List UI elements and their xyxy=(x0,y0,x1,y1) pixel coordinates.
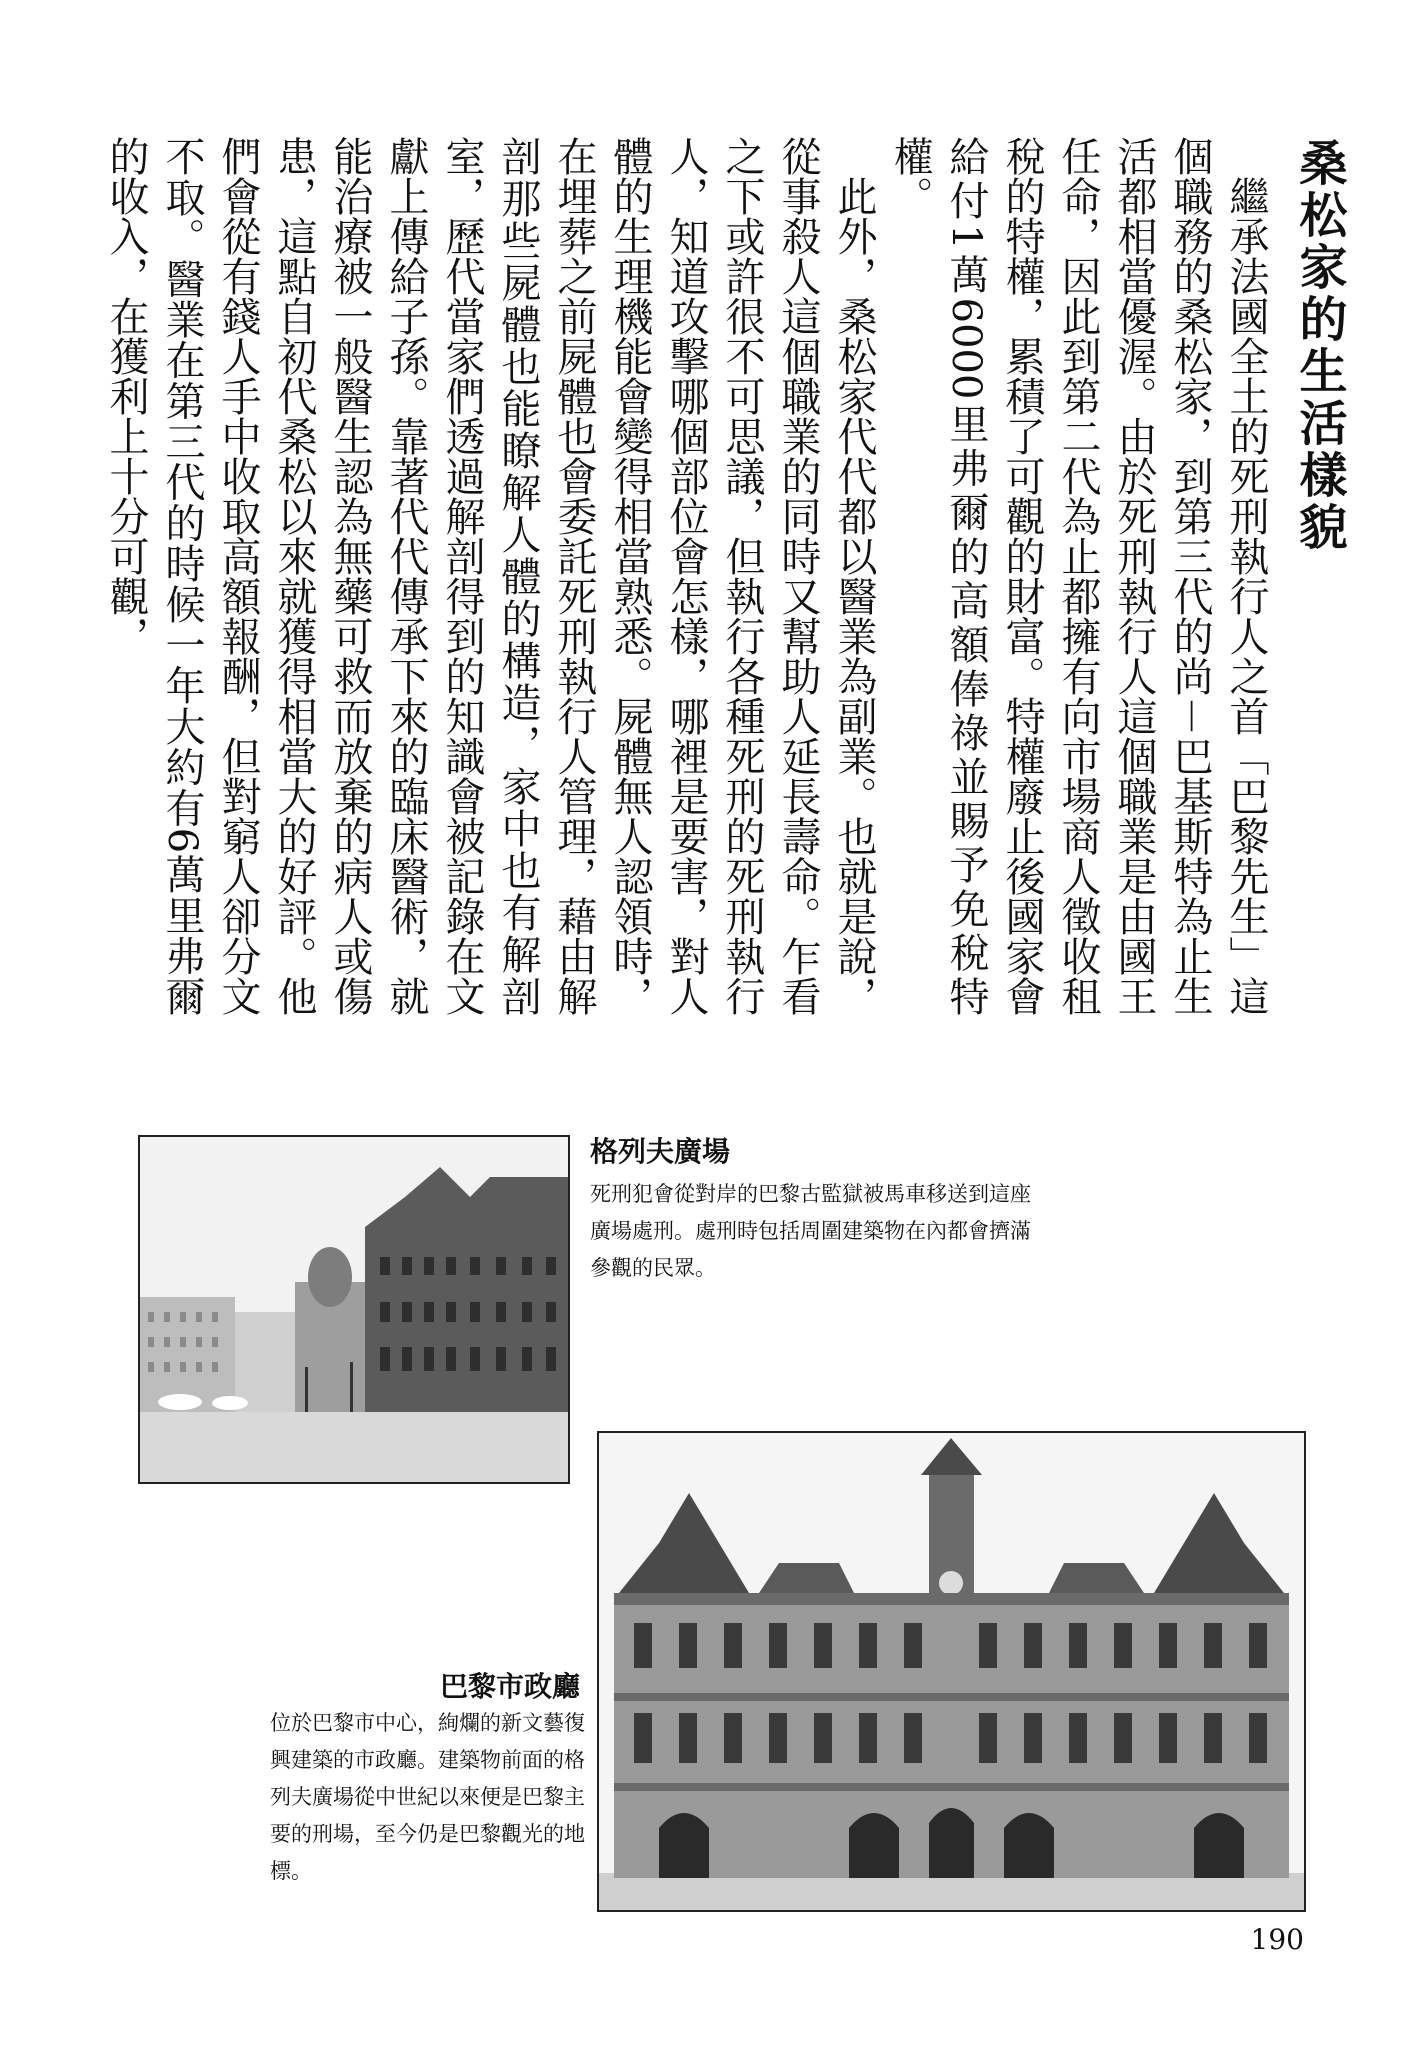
city-hall-caption-title: 巴黎市政廳 xyxy=(439,1670,580,1703)
page-number: 190 xyxy=(1250,1923,1304,1956)
city-hall-photo xyxy=(597,1431,1306,1912)
city-hall-caption-text: 位於巴黎市中心，絢爛的新文藝復興建築的市政廳。建築物前面的格列夫廣場從中世紀以來便是巴黎主要的刑場，至今仍是巴黎觀光的地標。 xyxy=(270,1711,585,1883)
article-title: 桑松家的生活樣貌 xyxy=(1291,138,1347,554)
city-hall-photo-image xyxy=(599,1433,1304,1910)
square-photo-image xyxy=(140,1137,568,1482)
paragraph-2: 此外，桑松家代代都以醫業為副業。也就是說，從事殺人這個職業的同時又幫助人延長壽命。乍看之下或許很不可思議，但執行各種死刑的死刑執行人，知道攻擊哪個部位會怎樣，哪裡是要害，對人體的生理機能會變得相當熟悉。屍體無人認領時，在埋葬之前屍體也會委託死刑執行人管理，藉由解剖那些屍體也能瞭解人體的構造，家中也有解剖室，歷代當家們透過解剖得到的知識會被記錄在文獻上傳給子孫。靠著代代傳承下來的臨床醫術，就能治療被一般醫生認為無藥可救而放棄的病人或傷患，這點自初代桑松以來就獲得相當大的好評。他們會從有錢人手中收取高額報酬，但對窮人卻分文不取。醫業在第三代的時候一年大約有6萬里弗爾的收入，在獲利上十分可觀， xyxy=(103,136,877,1016)
paragraph-1: 繼承法國全土的死刑執行人之首「巴黎先生」這個職務的桑松家，到第三代的尚－巴基斯特為止生活都相當優渥。由於死刑執行人這個職業是由國王任命，因此到第二代為止都擁有向市場商人徵收租稅的特權，累積了可觀的財富。特權廢止後國家會給付1萬6000里弗爾的高額俸祿並賜予免稅特權。 xyxy=(887,136,1269,1016)
article-body xyxy=(103,136,1274,1016)
square-caption-title: 格列夫廣場 xyxy=(590,1135,731,1168)
square-photo xyxy=(138,1135,570,1484)
square-caption-text: 死刑犯會從對岸的巴黎古監獄被馬車移送到這座廣場處刑。處刑時包括周圍建築物在內都會擠滿參觀的民眾。 xyxy=(590,1182,1031,1280)
